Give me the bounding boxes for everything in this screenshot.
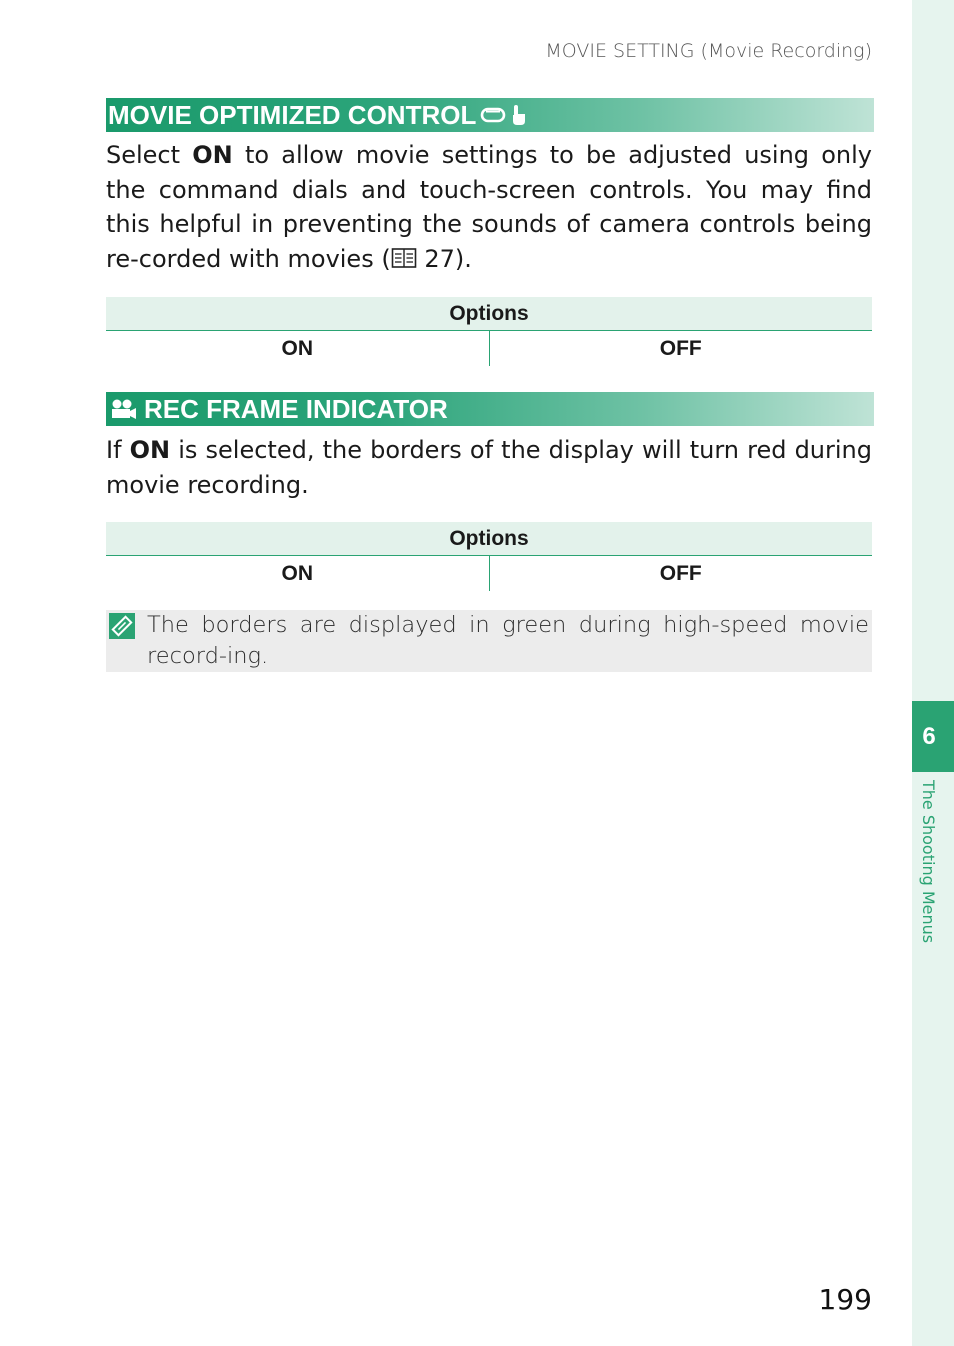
option-on: ON (281, 336, 313, 360)
section-title: MOVIE OPTIMIZED CONTROL (108, 99, 477, 130)
options-header: Options (106, 297, 872, 331)
section2-paragraph: If ON is selected, the borders of the display will turn red during movie recording. (106, 436, 873, 499)
on-keyword: ON (129, 436, 171, 464)
options-table-1 (106, 297, 872, 366)
note-text: The borders are displayed in green during high-speed movie record-ing. (147, 612, 869, 669)
chapter-tab (912, 701, 954, 772)
side-strip (912, 0, 954, 1346)
option-off: OFF (489, 331, 873, 366)
section1-paragraph: Select ON to allow movie settings to be adjusted using only the command dials and touch-screen controls. You may find this helpful in preventing the sounds of camera controls being re-corded with movies ( 27). (106, 138, 872, 278)
note-icon (108, 612, 136, 640)
options-header: Options (106, 522, 872, 556)
chapter-number: 6 (922, 722, 936, 750)
movie-camera-icon (110, 398, 138, 420)
note-box (106, 610, 872, 672)
on-keyword: ON (192, 141, 233, 169)
section-heading-movie-optimized-control (106, 98, 874, 132)
section-heading-rec-frame-indicator (106, 392, 874, 426)
command-dial-icon (480, 105, 506, 125)
table-row (106, 556, 872, 591)
option-off: OFF (489, 556, 873, 591)
option-on: ON (281, 561, 313, 585)
page-number: 199 (818, 1283, 872, 1316)
book-icon (391, 244, 417, 279)
section-title: REC FRAME INDICATOR (144, 393, 448, 424)
options-table-2 (106, 522, 872, 591)
touch-icon (510, 103, 528, 127)
chapter-title: The Shooting Menus (919, 780, 938, 944)
table-row (106, 331, 872, 366)
running-head: MOVIE SETTING (Movie Recording) (545, 40, 872, 62)
